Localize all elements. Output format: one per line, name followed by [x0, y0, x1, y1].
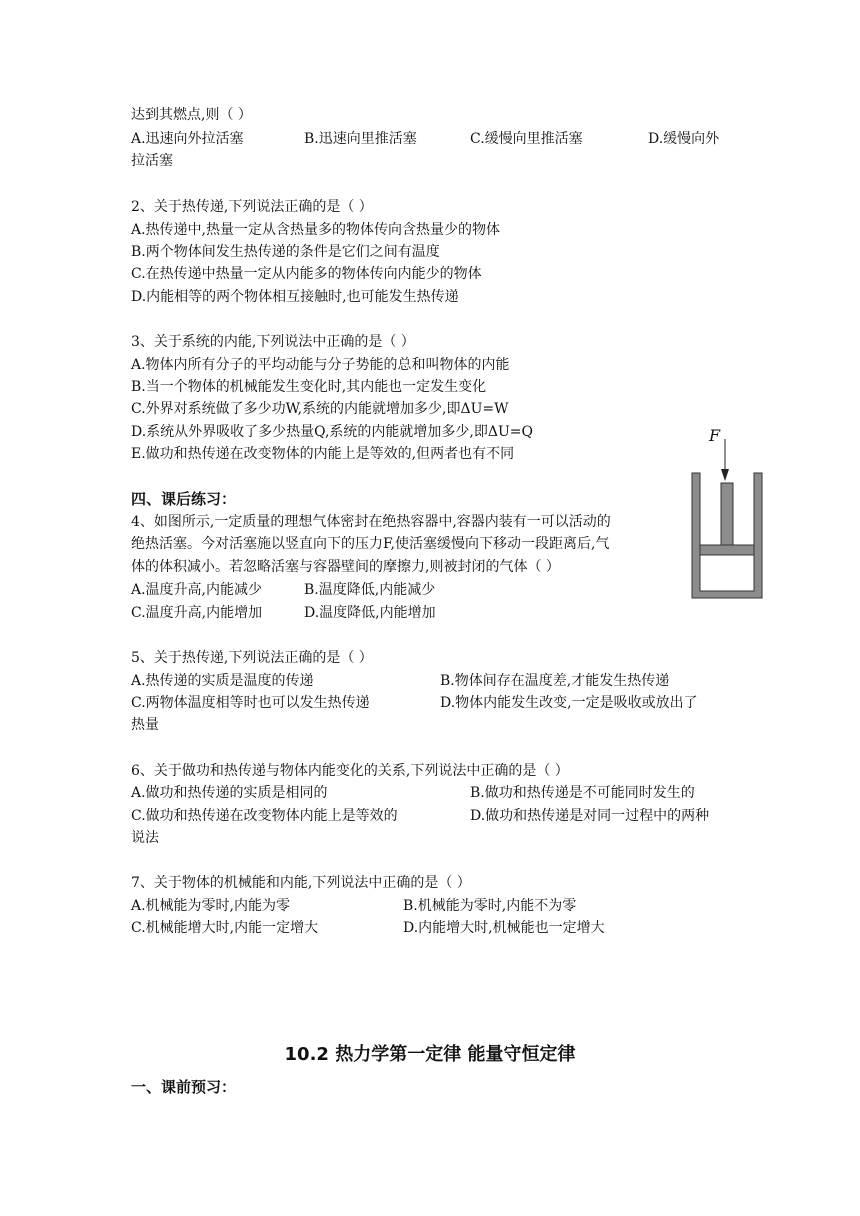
section-heading-preview: 一、课前预习：	[131, 1078, 237, 1096]
q5-option-a: A.热传递的实质是温度的传递	[131, 673, 314, 689]
q2-option-a: A.热传递中,热量一定从含热量多的物体传向含热量少的物体	[131, 222, 501, 238]
q1-option-a: A.迅速向外拉活塞	[131, 131, 244, 147]
q4-option-c: C.温度升高,内能增加	[131, 605, 263, 621]
q6-option-wrap: 说法	[131, 830, 159, 846]
piston-container-figure	[688, 425, 766, 603]
q2-option-d: D.内能相等的两个物体相互接触时,也可能发生热传递	[131, 289, 459, 305]
q4-stem-line1: 4、如图所示,一定质量的理想气体密封在绝热容器中,容器内装有一可以活动的	[131, 514, 611, 530]
q3-option-a: A.物体内所有分子的平均动能与分子势能的总和叫物体的内能	[131, 357, 510, 373]
force-label: F	[709, 426, 721, 445]
q3-option-c: C.外界对系统做了多少功W,系统的内能就增加多少,即ΔU=W	[131, 401, 509, 417]
q6-option-a: A.做功和热传递的实质是相同的	[131, 785, 328, 801]
section-heading-after-class: 四、课后练习：	[131, 490, 237, 508]
q3-option-e: E.做功和热传递在改变物体的内能上是等效的,但两者也有不同	[131, 446, 515, 462]
piston-plate	[700, 545, 754, 555]
q4-stem-line3: 体的体积减小。若忽略活塞与容器壁间的摩擦力,则被封闭的气体（ ）	[131, 559, 560, 575]
q2-option-b: B.两个物体间发生热传递的条件是它们之间有温度	[131, 244, 440, 260]
q3-stem: 3、关于系统的内能,下列说法中正确的是（ ）	[131, 334, 415, 350]
q5-stem: 5、关于热传递,下列说法正确的是（ ）	[131, 650, 373, 666]
q6-stem: 6、关于做功和热传递与物体内能变化的关系,下列说法中正确的是（ ）	[131, 763, 569, 779]
q7-option-c: C.机械能增大时,内能一定增大	[131, 920, 319, 936]
q1-option-wrap: 拉活塞	[131, 153, 173, 169]
q7-option-a: A.机械能为零时,内能为零	[131, 898, 291, 914]
q7-stem: 7、关于物体的机械能和内能,下列说法中正确的是（ ）	[131, 875, 471, 891]
section-title: 10.2 热力学第一定律 能量守恒定律	[284, 1044, 576, 1065]
q4-option-a: A.温度升高,内能减少	[131, 582, 263, 598]
q1-stem: 达到其燃点,则（ ）	[131, 107, 252, 123]
q6-option-d: D.做功和热传递是对同一过程中的两种	[470, 808, 710, 824]
q3-option-b: B.当一个物体的机械能发生变化时,其内能也一定发生变化	[131, 379, 487, 395]
q5-option-b: B.物体间存在温度差,才能发生热传递	[440, 673, 670, 689]
q1-option-d: D.缓慢向外	[648, 131, 720, 147]
q6-option-b: B.做功和热传递是不可能同时发生的	[470, 785, 695, 801]
force-arrow-head-icon	[721, 469, 729, 481]
q6-option-c: C.做功和热传递在改变物体内能上是等效的	[131, 808, 398, 824]
piston-rod	[721, 483, 733, 545]
q1-option-b: B.迅速向里推活塞	[304, 131, 417, 147]
q4-stem-line2: 绝热活塞。今对活塞施以竖直向下的压力F,使活塞缓慢向下移动一段距离后,气	[131, 536, 610, 552]
q7-option-d: D.内能增大时,机械能也一定增大	[403, 920, 605, 936]
q3-option-d: D.系统从外界吸收了多少热量Q,系统的内能就增加多少,即ΔU=Q	[131, 424, 533, 440]
q4-option-d: D.温度降低,内能增加	[304, 605, 436, 621]
q2-option-c: C.在热传递中热量一定从内能多的物体传向内能少的物体	[131, 266, 482, 282]
q1-option-c: C.缓慢向里推活塞	[470, 131, 583, 147]
q5-option-c: C.两物体温度相等时也可以发生热传递	[131, 695, 370, 711]
q7-option-b: B.机械能为零时,内能不为零	[403, 898, 577, 914]
q2-stem: 2、关于热传递,下列说法正确的是（ ）	[131, 199, 373, 215]
q5-option-d: D.物体内能发生改变,一定是吸收或放出了	[440, 695, 698, 711]
q5-option-wrap: 热量	[131, 717, 159, 733]
q4-option-b: B.温度降低,内能减少	[304, 582, 436, 598]
